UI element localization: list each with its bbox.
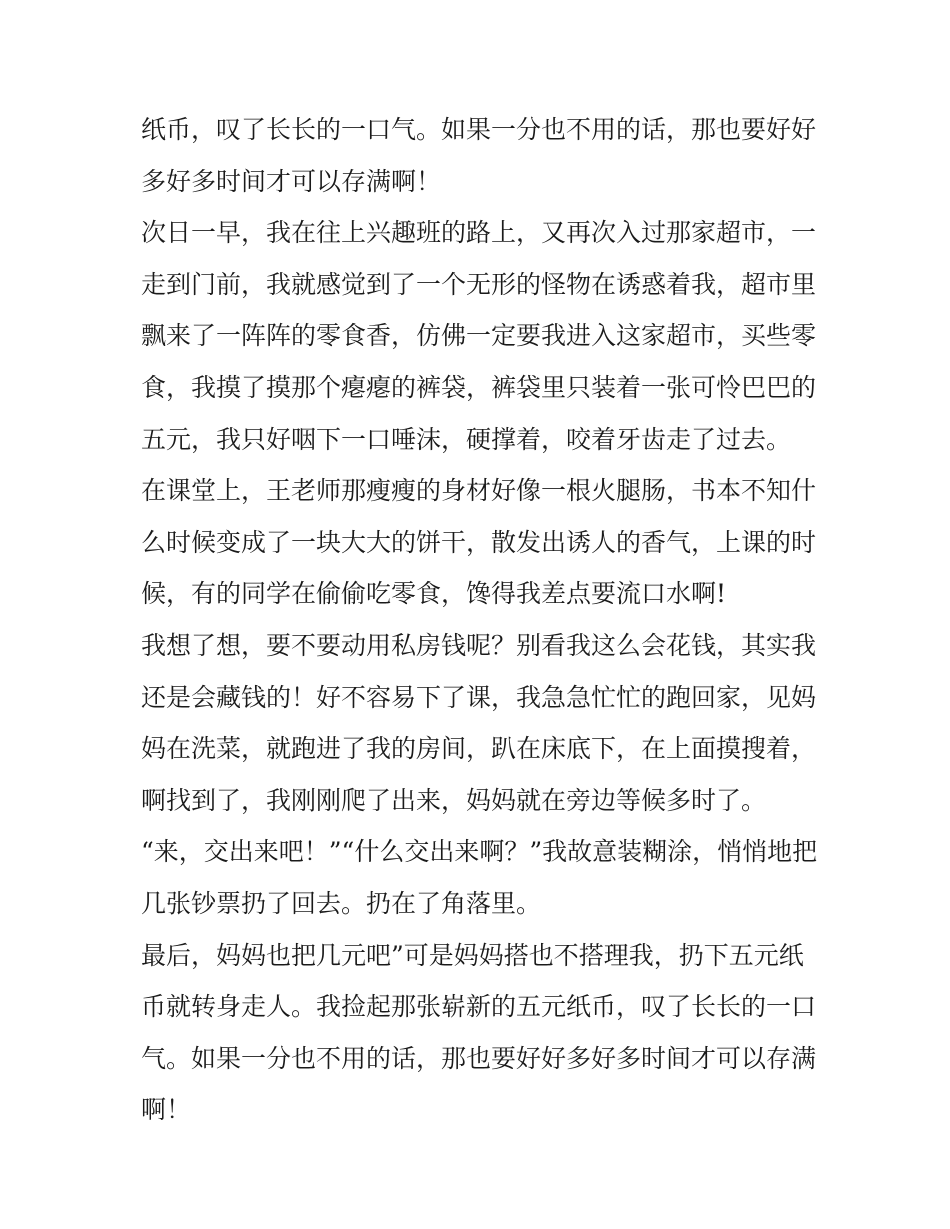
text-line: 妈在洗菜，就跑进了我的房间，趴在床底下，在上面摸搜着， [141,734,817,764]
text-line: 么时候变成了一块大大的饼干，散发出诱人的香气，上课的时 [141,527,817,557]
text-line: 啊！ [141,1095,192,1125]
text-line: 候，有的同学在偷偷吃零食，馋得我差点要流口水啊! [141,579,727,609]
text-line: 最后，妈妈也把几元吧”可是妈妈搭也不搭理我，扔下五元纸 [141,940,804,970]
text-line: 我想了想，要不要动用私房钱呢？别看我这么会花钱，其实我 [141,630,817,660]
text-line: 五元，我只好咽下一口唾沫，硬撑着，咬着牙齿走了过去。 [141,424,792,454]
text-line: 币就转身走人。我捡起那张崭新的五元纸币，叹了长长的一口 [141,992,817,1022]
text-line: 几张钞票扔了回去。扔在了角落里。 [141,888,542,918]
text-line: 气。如果一分也不用的话，那也要好好多好多时间才可以存满 [141,1043,817,1073]
text-line: 啊找到了，我刚刚爬了出来，妈妈就在旁边等候多时了。 [141,785,767,815]
text-line: “来，交出来吧！”“什么交出来啊？”我故意装糊涂，悄悄地把 [141,837,818,867]
document-body [141,104,821,1136]
text-line: 在课堂上，王老师那瘦瘦的身材好像一根火腿肠，书本不知什 [141,476,817,506]
text-line: 多好多时间才可以存满啊！ [141,166,442,196]
text-line: 还是会藏钱的！好不容易下了课，我急急忙忙的跑回家，见妈 [141,682,817,712]
text-line: 走到门前，我就感觉到了一个无形的怪物在诱惑着我，超市里 [141,269,817,299]
text-line: 次日一早，我在往上兴趣班的路上，又再次入过那家超市，一 [141,218,817,248]
text-line: 飘来了一阵阵的零食香，仿佛一定要我进入这家超市，买些零 [141,321,817,351]
text-line: 纸币，叹了长长的一口气。如果一分也不用的话，那也要好好 [141,115,817,144]
text-line: 食，我摸了摸那个瘪瘪的裤袋，裤袋里只装着一张可怜巴巴的 [141,372,817,402]
